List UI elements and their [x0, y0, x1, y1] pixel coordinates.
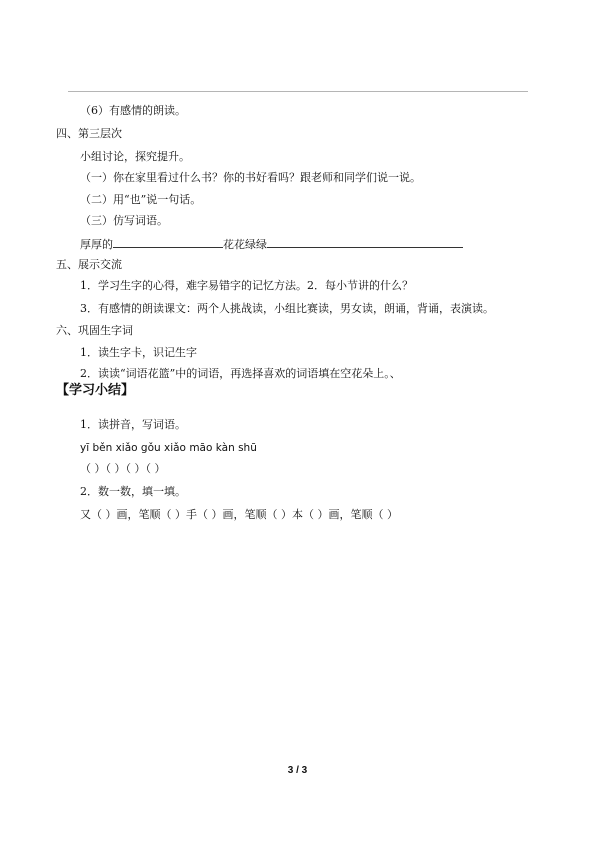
question-1-text: （一）你在家里看过什么书？你的书好看吗？跟老师和同学们说一说。: [80, 171, 421, 184]
imitation-word-1: 厚厚的: [80, 238, 113, 251]
blank-line-2[interactable]: [267, 236, 463, 248]
section-4-heading: 四、第三层次: [56, 127, 122, 140]
section-6-heading: 六、巩固生字词: [56, 324, 133, 337]
exchange-item-3: 3．有感情的朗读课文：两个人挑战读，小组比赛读，男女读，朗诵，背诵，表演读。: [80, 302, 494, 315]
blank-line-1[interactable]: [113, 236, 223, 248]
consolidate-item-1: 1．读生字卡，识记生字: [80, 346, 197, 359]
pinyin-row: yī běn xiǎo gǒu xiǎo māo kàn shū: [80, 442, 257, 454]
imitation-row: [80, 236, 463, 252]
summary-question-2: 2．数一数，填一填。: [80, 485, 186, 498]
imitation-word-2: 花花绿绿: [223, 238, 267, 251]
question-2-text: （二）用“也”说一句话。: [80, 193, 202, 206]
step-6-text: （6）有感情的朗读。: [80, 104, 186, 117]
consolidate-item-2: 2．读读“词语花篮”中的词语，再选择喜欢的词语填在空花朵上。、: [80, 367, 401, 380]
section-5-heading: 五、展示交流: [56, 258, 122, 271]
page-number: 3 / 3: [287, 765, 308, 776]
stroke-count-row[interactable]: 又（ ）画，笔顺（ ）手（ ）画，笔顺（ ）本（ ）画，笔顺（ ）: [80, 508, 398, 521]
exchange-item-1: 1．学习生字的心得，难字易错字的记忆方法。2．每小节讲的什么？: [80, 279, 413, 292]
answer-parens-row[interactable]: （ ）（ ）（ ）（ ）: [80, 462, 166, 475]
summary-question-1: 1．读拼音，写词语。: [80, 418, 186, 431]
summary-heading: 【学习小结】: [56, 383, 135, 398]
header-rule: [68, 91, 528, 92]
group-discussion-text: 小组讨论，探究提升。: [80, 150, 190, 163]
question-3-text: （三）仿写词语。: [80, 214, 168, 227]
